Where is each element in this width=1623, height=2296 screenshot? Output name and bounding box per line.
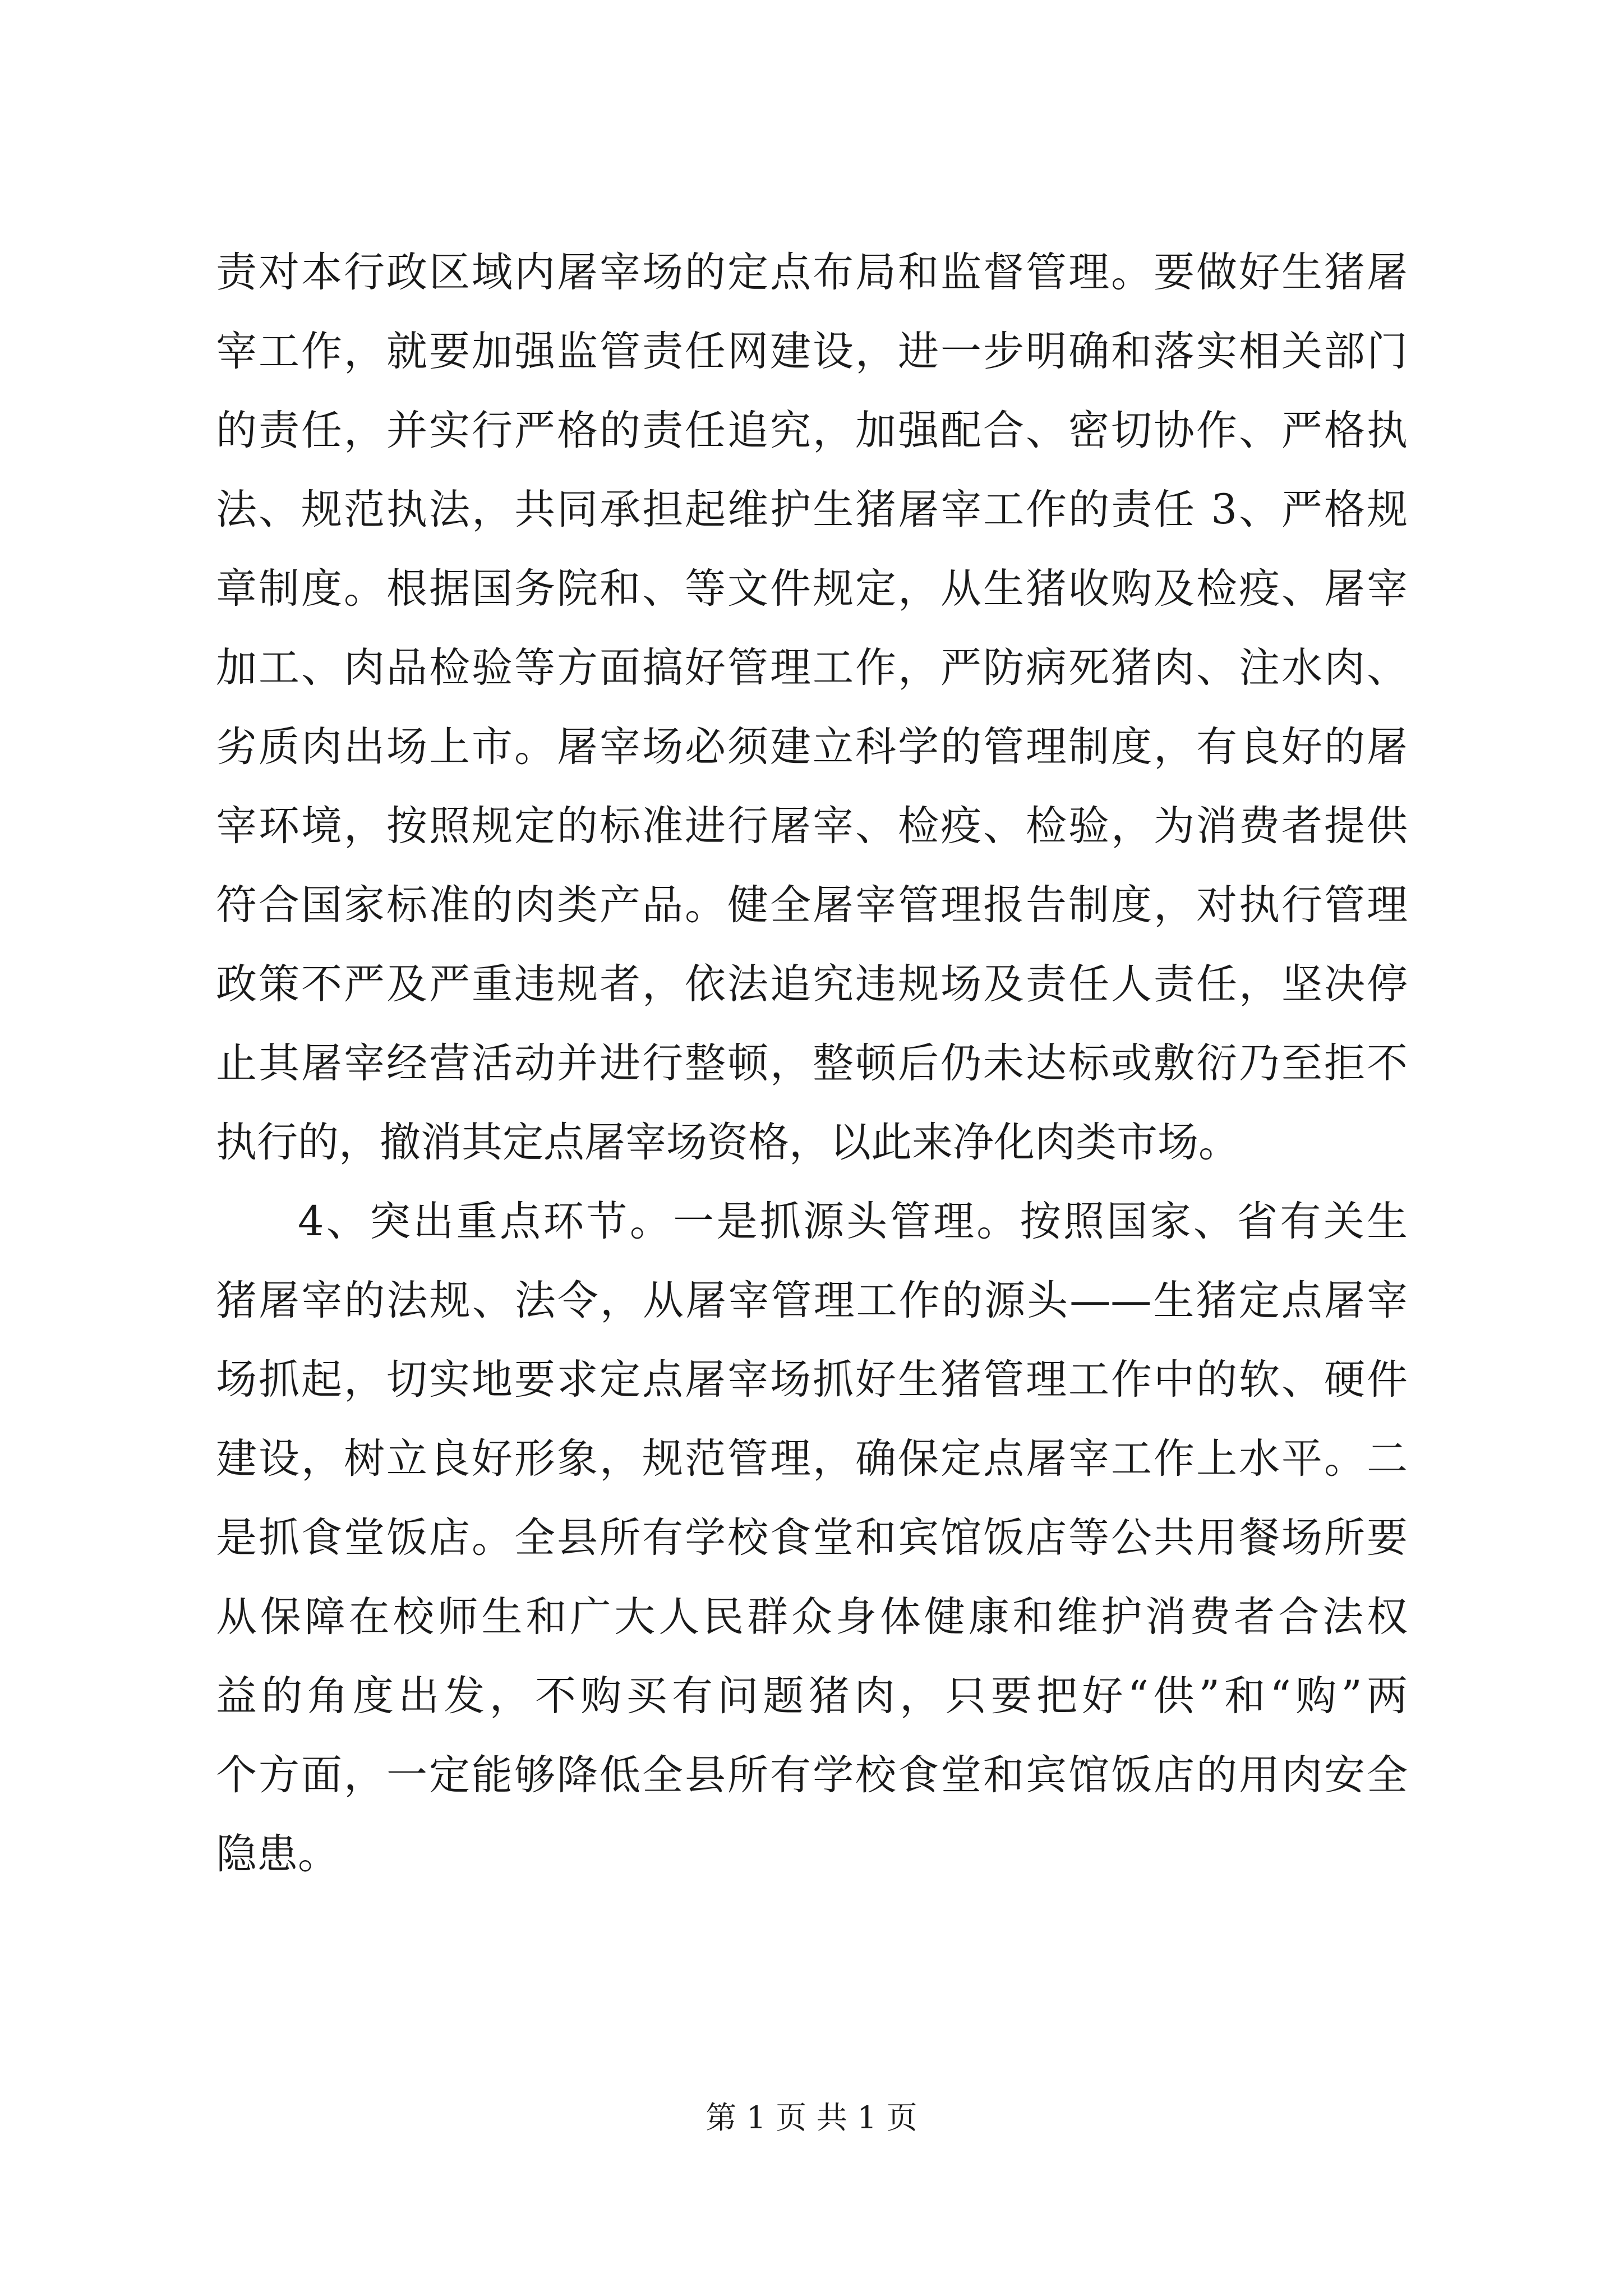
text-line: 隐患。 [216,1830,339,1878]
text-line: 宰环境，按照规定的标准进行屠宰、检疫、检验，为消费者提供 [216,802,1408,850]
paragraph-1 [216,233,1408,1182]
text-line: 猪屠宰的法规、法令，从屠宰管理工作的源头——生猪定点屠宰 [216,1277,1408,1324]
page-footer: 第 1 页 共 1 页 [706,2100,917,2136]
text-line: 的责任，并实行严格的责任追究，加强配合、密切协作、严格执 [216,407,1408,454]
text-line: 政策不严及严重违规者，依法追究违规场及责任人责任，坚决停 [216,960,1408,1008]
text-line: 止其屠宰经营活动并进行整顿，整顿后仍未达标或敷衍乃至拒不 [216,1039,1408,1087]
text-line: 从保障在校师生和广大人民群众身体健康和维护消费者合法权 [216,1593,1408,1641]
text-line: 章制度。根据国务院和、等文件规定，从生猪收购及检疫、屠宰 [216,565,1408,613]
text-line: 益的角度出发，不购买有问题猪肉，只要把好“供”和“购”两 [216,1672,1408,1720]
text-line: 法、规范执法，共同承担起维护生猪屠宰工作的责任 3、严格规 [216,486,1408,533]
text-line: 责对本行政区域内屠宰场的定点布局和监督管理。要做好生猪屠 [216,249,1408,296]
document-body [216,233,1408,1894]
text-line: 宰工作，就要加强监管责任网建设，进一步明确和落实相关部门 [216,328,1408,375]
text-line: 符合国家标准的肉类产品。健全屠宰管理报告制度，对执行管理 [216,881,1408,929]
text-line: 4、突出重点环节。一是抓源头管理。按照国家、省有关生 [298,1198,1408,1245]
paragraph-2 [216,1182,1408,1894]
text-line: 建设，树立良好形象，规范管理，确保定点屠宰工作上水平。二 [216,1435,1408,1483]
text-line: 执行的，撤消其定点屠宰场资格，以此来净化肉类市场。 [216,1119,1239,1166]
text-line: 是抓食堂饭店。全县所有学校食堂和宾馆饭店等公共用餐场所要 [216,1514,1408,1562]
text-line: 场抓起，切实地要求定点屠宰场抓好生猪管理工作中的软、硬件 [216,1356,1408,1404]
text-line: 劣质肉出场上市。屠宰场必须建立科学的管理制度，有良好的屠 [216,723,1408,771]
text-line: 个方面，一定能够降低全县所有学校食堂和宾馆饭店的用肉安全 [216,1751,1408,1799]
text-line: 加工、肉品检验等方面搞好管理工作，严防病死猪肉、注水肉、 [216,644,1408,692]
